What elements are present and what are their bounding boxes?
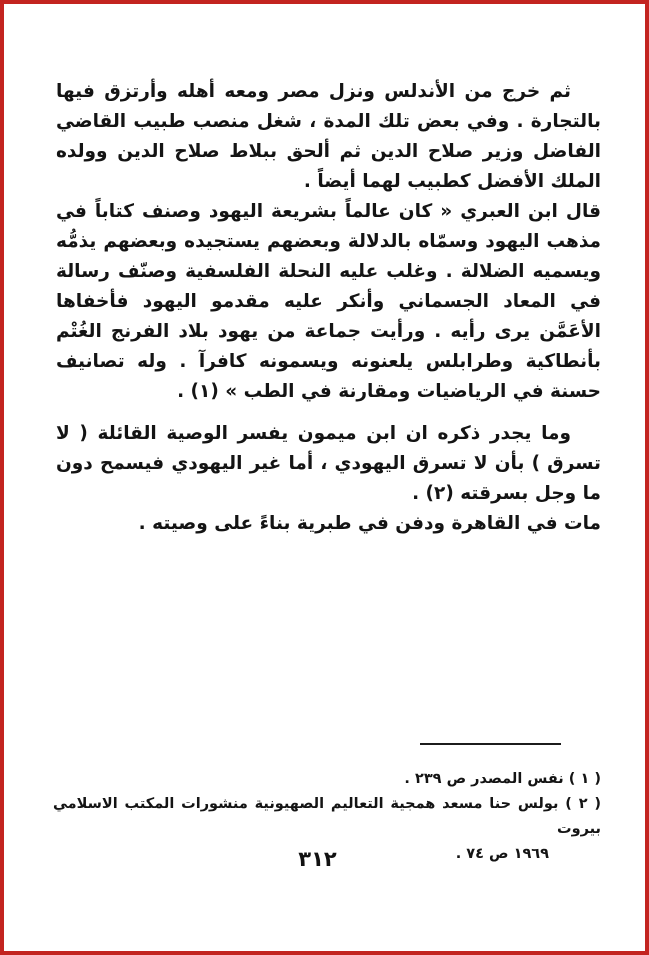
paragraph-commandment-interpretation: وما يجدر ذكره ان ابن ميمون يفسر الوصية القائلة ( لا تسرق ) بأن لا تسرق اليهودي ، أما غير اليهودي فيسمح دون ما وجل بسرقته (٢) . xyxy=(56,423,601,504)
paragraph-departure-andalus: ثم خرج من الأندلس ونزل مصر ومعه أهله وأرتزق فيها بالتجارة . وفي بعض تلك المدة ، شغل منصب طبيب القاضي الفاضل وزير صلاح الدين ثم ألحق ببلاط صلاح الدين وولده الملك الأفضل كطبيب لهما أيضاً . xyxy=(56,81,601,192)
paragraph-death-burial: مات في القاهرة ودفن في طبرية بناءً على وصيته . xyxy=(138,513,601,534)
footnote-1: ( ١ ) نفس المصدر ص ٢٣٩ . xyxy=(404,771,601,787)
footnote-2-continuation: ١٩٦٩ ص ٧٤ . xyxy=(455,846,549,862)
footnote-separator-rule xyxy=(420,743,561,745)
footnote-2: ( ٢ ) بولس حنا مسعد همجية التعاليم الصهيونية منشورات المكتب الاسلامي بيروت xyxy=(53,796,601,837)
page-number: ٣١٢ xyxy=(298,847,337,871)
paragraph-ibn-al-ibri-quote: قال ابن العبري « كان عالماً بشريعة اليهود وصنف كتاباً في مذهب اليهود وسمّاه بالدلالة وبعضهم يستجيده وبعضهم يذمُّه ويسميه الضلالة . وغلب عليه النحلة الفلسفية وصنّف رسالة في المعاد الجسماني وأنكر عليه مقدمو اليهود فأخفاها الأعَمَّن يرى رأيه . ورأيت جماعة من يهود بلاد الفرنج الغُتْم بأنطاكية وطرابلس يلعنونه ويسمونه كافرآ . وله تصانيف حسنة في الرياضيات ومقارنة في الطب » (١) . xyxy=(56,201,601,402)
main-text xyxy=(56,77,601,539)
